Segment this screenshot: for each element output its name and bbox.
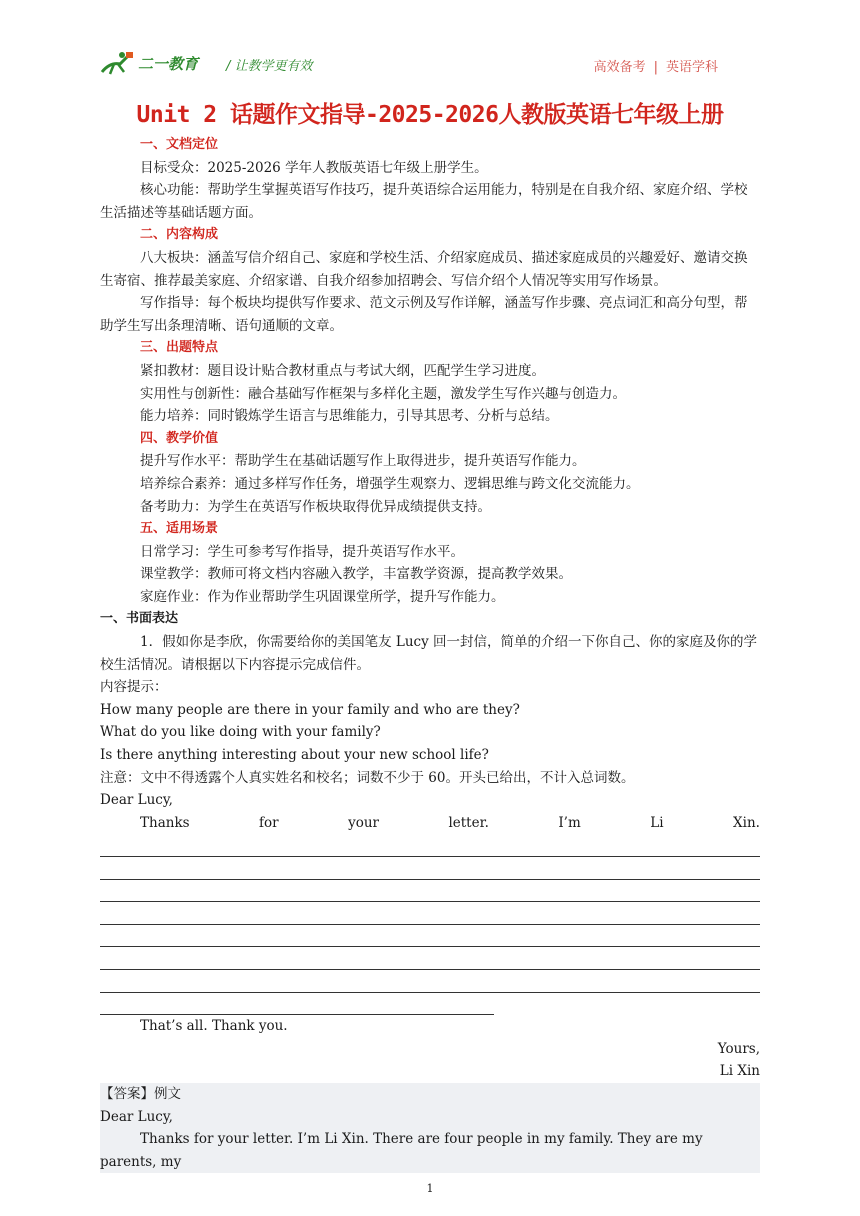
hint-line: How many people are there in your family and who are they? [100,701,520,718]
answer-salutation: Dear Lucy, [100,1108,173,1125]
writing-line[interactable] [100,993,494,1016]
tag-subject: 英语学科 [665,60,718,75]
writing-line[interactable] [100,925,760,948]
answer-box [100,1083,760,1173]
signature: Li Xin [719,1063,760,1080]
opening-word: Thanks [140,814,190,831]
hint-line: Is there anything interesting about your new school life? [100,747,489,764]
writing-line[interactable] [100,902,760,925]
paragraph: 写作指导：每个板块均提供写作要求、范文示例及写作详解，涵盖写作步骤、亮点词汇和高分句型，帮助学生写出条理清晰、语句通顺的文章。 [100,295,748,334]
paragraph: 培养综合素养：通过多样写作任务，增强学生观察力、逻辑思维与跨文化交流能力。 [140,475,640,492]
paragraph: 家庭作业：作为作业帮助学生巩固课堂所学，提升写作能力。 [140,588,505,605]
answer-paragraph: Thanks for your letter. I’m Li Xin. There are four people in my family. They are my parents, my [100,1131,703,1170]
paragraph: 提升写作水平：帮助学生在基础话题写作上取得进步，提升英语写作能力。 [140,453,586,470]
note: 注意：文中不得透露个人真实姓名和校名；词数不少于 60。开头已给出，不计入总词数。 [100,769,635,786]
tag-exam: 高效备考 [593,60,646,75]
paragraph: 课堂教学：教师可将文档内容融入教学，丰富教学资源，提高教学效果。 [140,566,572,583]
writing-line[interactable] [100,880,760,903]
opening-word: I’m [558,814,581,831]
tag-separator: | [653,60,658,75]
section-heading: 五、适用场景 [140,521,219,537]
opening-word: letter. [448,814,489,831]
closing-yours: Yours, [717,1040,760,1057]
task-heading: 一、书面表达 [100,611,179,627]
section-heading: 一、文档定位 [140,137,219,152]
paragraph: 备考助力：为学生在英语写作板块取得优异成绩提供支持。 [140,498,491,515]
paragraph: 能力培养：同时锻炼学生语言与思维能力，引导其思考、分析与总结。 [140,408,559,425]
writing-line[interactable] [100,857,760,880]
document-title: Unit 2 话题作文指导-2025-2026人教版英语七年级上册 [136,102,724,128]
section-heading: 二、内容构成 [140,227,219,243]
opening-word: Li [650,814,664,831]
paragraph: 日常学习：学生可参考写作指导，提升英语写作水平。 [140,543,464,560]
closing: That’s all. Thank you. [140,1018,288,1035]
logo-text: 二一教育 [138,54,199,73]
header-tags [594,56,718,75]
question: 1．假如你是李欣，你需要给你的美国笔友 Lucy 回一封信，简单的介绍一下你自己、你的家庭及你的学校生活情况。请根据以下内容提示完成信件。 [100,634,758,673]
document-body [100,134,760,1173]
paragraph: 八大板块：涵盖写信介绍自己、家庭和学校生活、介绍家庭成员、描述家庭成员的兴趣爱好、邀请交换生寄宿、推荐最美家庭、介绍家谱、自我介绍参加招聘会、写信介绍个人情况等实用写作场景。 [100,249,748,289]
hint-label: 内容提示： [100,679,168,696]
hint-line: What do you like doing with your family? [100,724,381,741]
page-header [100,44,760,84]
salutation: Dear Lucy, [100,792,173,809]
paragraph: 紧扣教材：题目设计贴合教材重点与考试大纲，匹配学生学习进度。 [140,362,545,379]
paragraph: 核心功能：帮助学生掌握英语写作技巧，提升英语综合运用能力，特别是在自我介绍、家庭介绍、学校生活描述等基础话题方面。 [100,182,748,221]
slogan: / 让教学更有效 [226,59,313,74]
paragraph: 实用性与创新性：融合基础写作框架与多样化主题，激发学生写作兴趣与创造力。 [140,385,626,402]
writing-line[interactable] [100,947,760,970]
opening-word: your [348,814,379,831]
paragraph: 目标受众：2025-2026 学年人教版英语七年级上册学生。 [140,159,488,176]
opening-word: for [259,814,279,831]
page-number: 1 [426,1182,434,1195]
section-heading: 四、教学价值 [140,430,219,446]
writing-line[interactable] [100,970,760,993]
answer-label: 【答案】例文 [100,1085,181,1102]
writing-line[interactable] [100,834,760,857]
section-heading: 三、出题特点 [140,340,219,356]
opening-line [100,812,760,835]
opening-word: Xin. [733,814,760,831]
logo [100,50,198,76]
runner-logo-icon [100,50,134,76]
